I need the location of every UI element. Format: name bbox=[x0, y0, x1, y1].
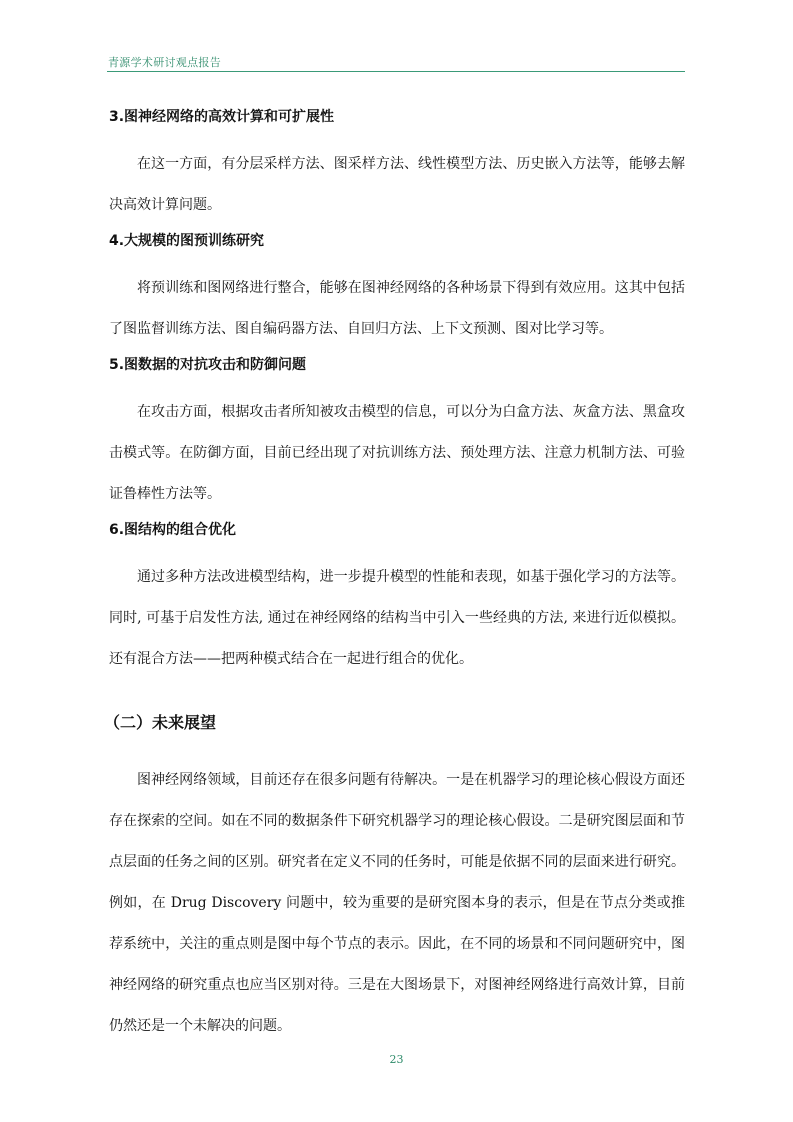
header-rule bbox=[107, 71, 685, 72]
page-number: 23 bbox=[389, 1053, 404, 1066]
running-header: 青源学术研讨观点报告 bbox=[108, 56, 221, 69]
subsection-paragraph-5: 在攻击方面，根据攻击者所知被攻击模型的信息，可以分为白盒方法、灰盒方法、黑盒攻击模式等。在防御方面，目前已经出现了对抗训练方法、预处理方法、注意力机制方法、可验证鲁棒性方法等。 bbox=[109, 404, 685, 502]
subsection-heading-4: 4.大规模的图预训练研究 bbox=[109, 233, 265, 249]
page-content bbox=[104, 104, 685, 1047]
section-heading-outlook: （二）未来展望 bbox=[104, 713, 217, 732]
outlook-paragraph: 图神经网络领域，目前还存在很多问题有待解决。一是在机器学习的理论核心假设方面还存在探索的空间。如在不同的数据条件下研究机器学习的理论核心假设。二是研究图层面和节点层面的任务之间的区别。研究者在定义不同的任务时，可能是依据不同的层面来进行研究。例如，在 Drug Discovery 问题中，较为重要的是研究图本身的表示，但是在节点分类或推荐系统中，关注的重点则是图中每个节点的表示。因此，在不同的场景和不同问题研究中，图神经网络的研究重点也应当区别对待。三是在大图场景下，对图神经网络进行高效计算，目前仍然还是一个未解决的问题。 bbox=[109, 772, 685, 1034]
subsection-heading-3: 3.图神经网络的高效计算和可扩展性 bbox=[109, 109, 335, 125]
subsection-paragraph-3: 在这一方面，有分层采样方法、图采样方法、线性模型方法、历史嵌入方法等，能够去解决高效计算问题。 bbox=[109, 156, 685, 213]
subsection-paragraph-6: 通过多种方法改进模型结构，进一步提升模型的性能和表现，如基于强化学习的方法等。同时, 可基于启发性方法, 通过在神经网络的结构当中引入一些经典的方法, 来进行近似模拟。还有混合方法——把两种模式结合在一起进行组合的优化。 bbox=[109, 569, 685, 667]
subsection-heading-5: 5.图数据的对抗攻击和防御问题 bbox=[109, 357, 307, 373]
subsection-paragraph-4: 将预训练和图网络进行整合，能够在图神经网络的各种场景下得到有效应用。这其中包括了图监督训练方法、图自编码器方法、自回归方法、上下文预测、图对比学习等。 bbox=[109, 280, 685, 337]
subsection-heading-6: 6.图结构的组合优化 bbox=[109, 522, 237, 538]
